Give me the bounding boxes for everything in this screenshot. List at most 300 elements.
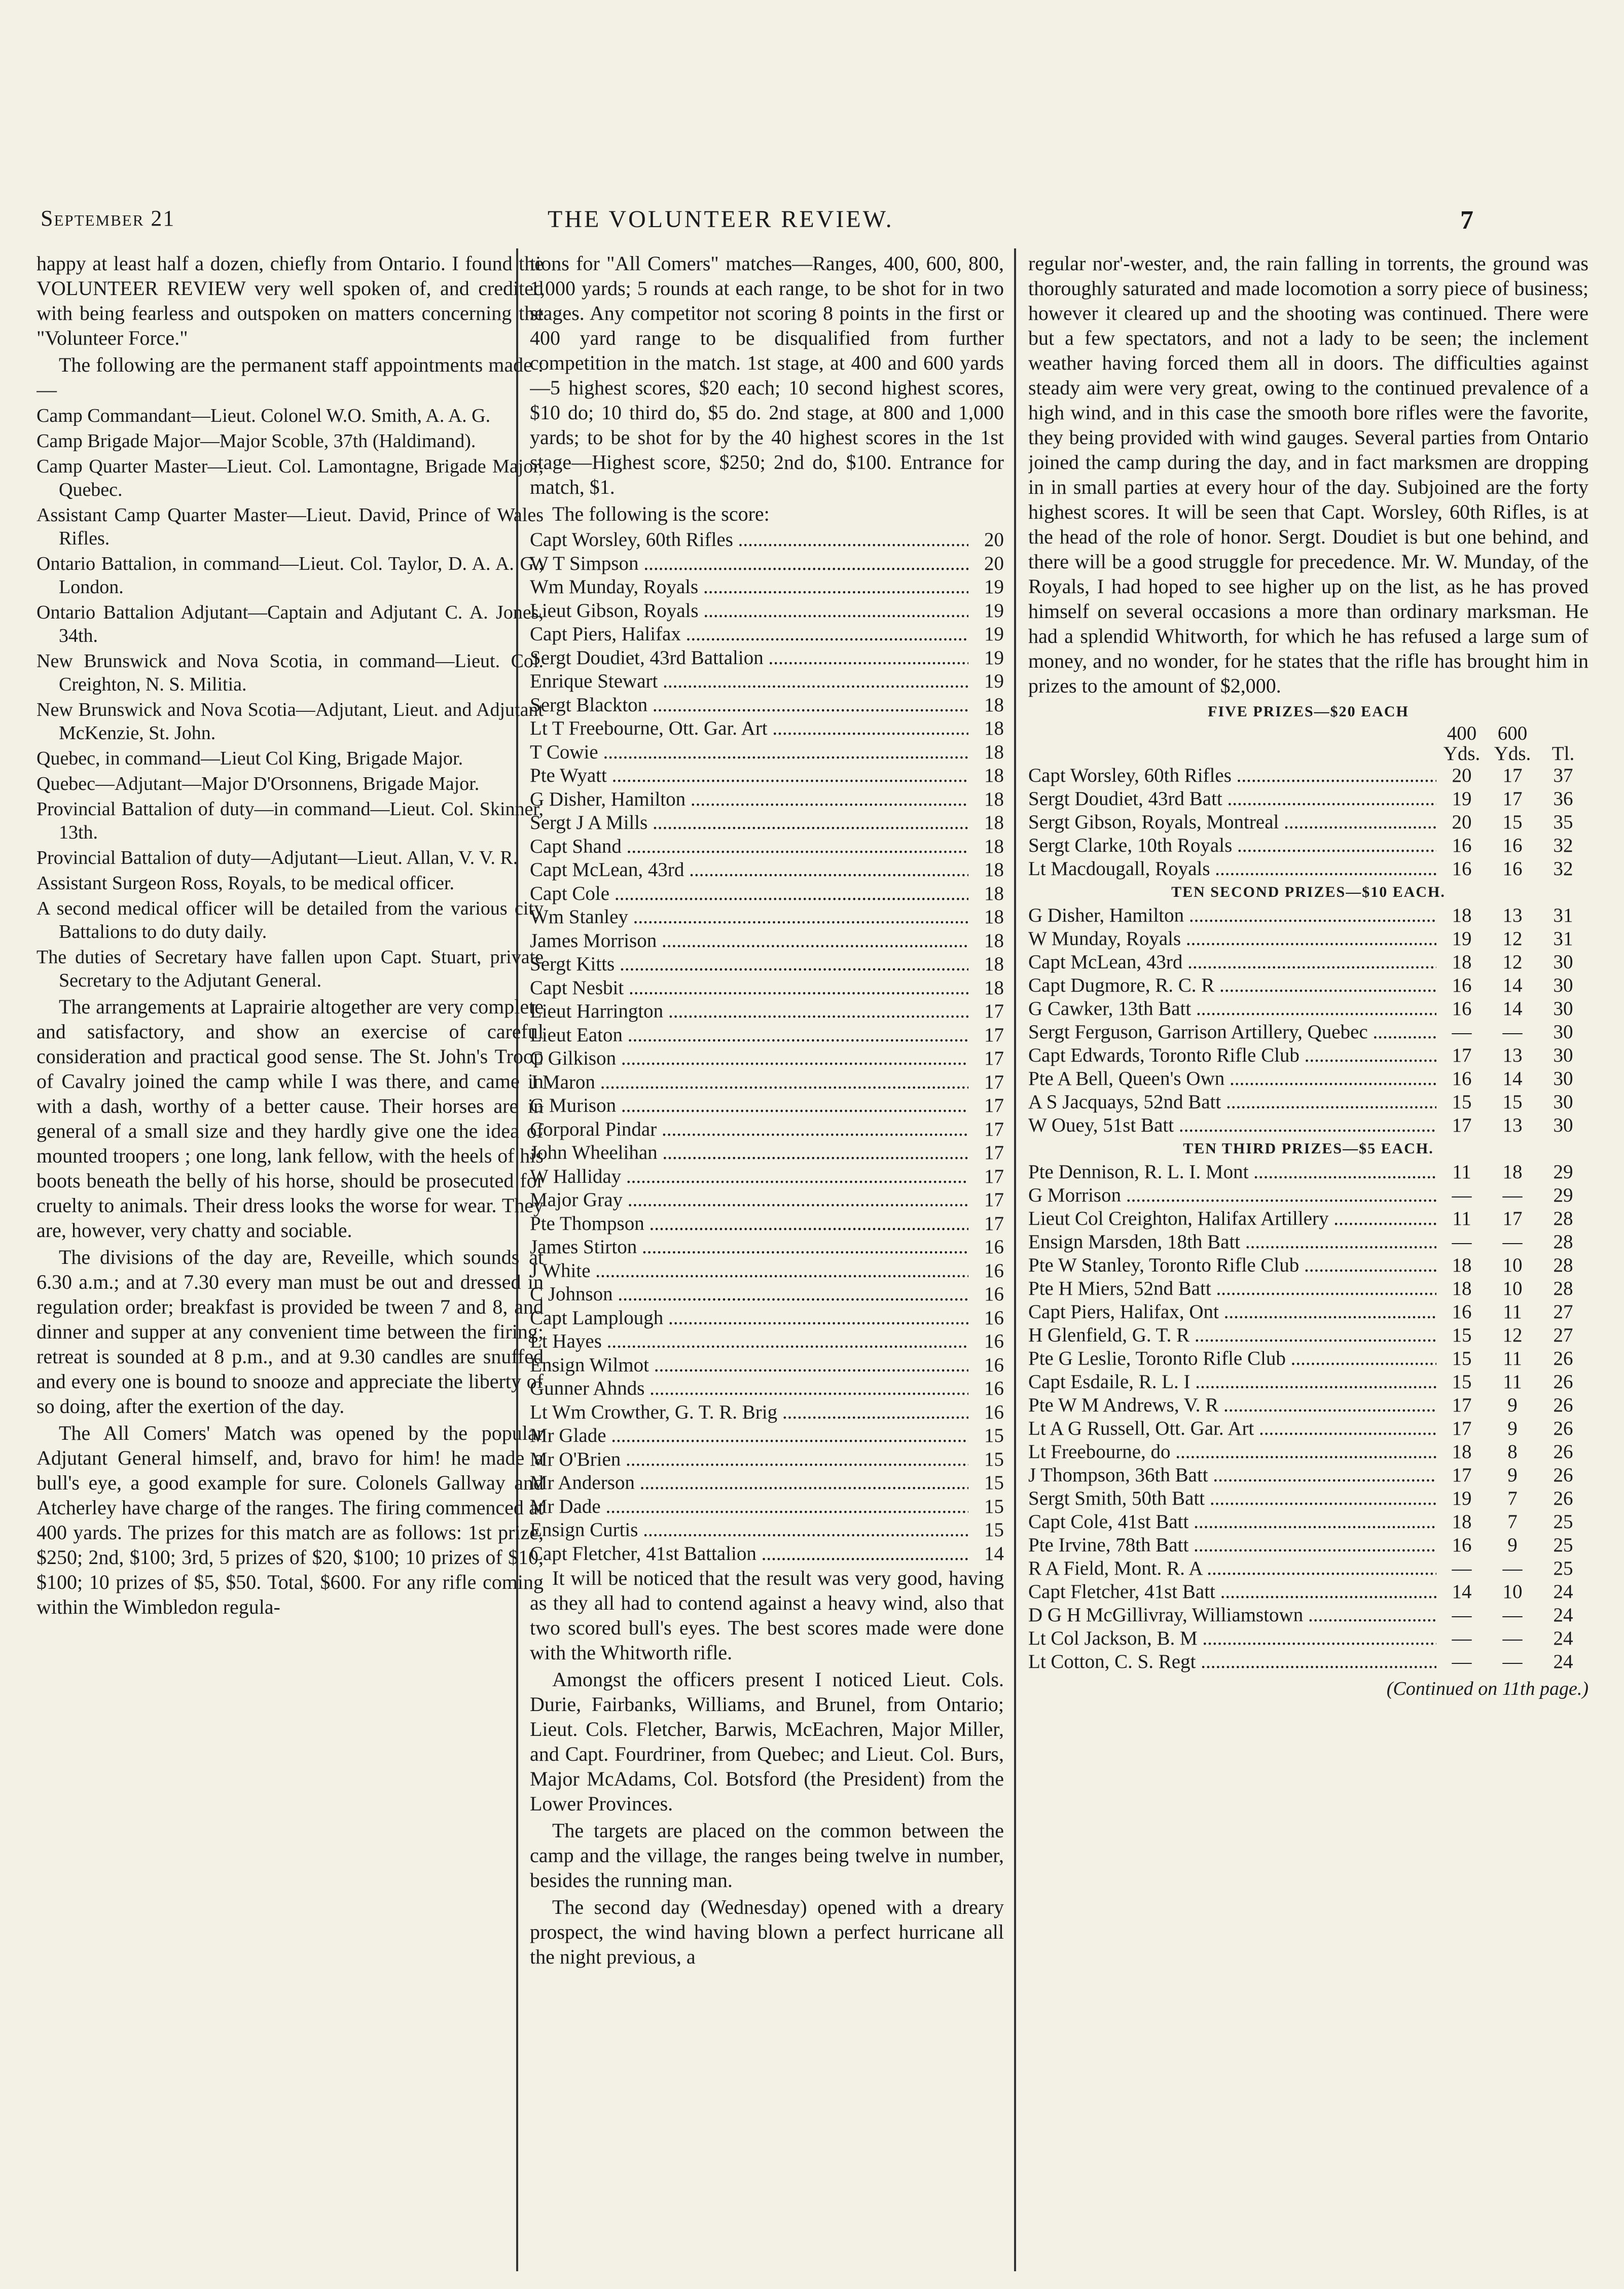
score-total: 26	[1553, 1464, 1573, 1486]
score-600-yds: 14	[1502, 974, 1523, 996]
score-400-yds: 18	[1452, 951, 1472, 973]
prize-row	[1028, 1417, 1589, 1440]
score-total: 31	[1553, 928, 1573, 950]
score-400-yds: 16	[1452, 1068, 1472, 1089]
prize-winner-name: Sergt Gibson, Royals, Montreal .....	[1028, 811, 1436, 834]
score-row	[530, 1424, 1004, 1448]
score-row	[530, 1259, 1004, 1283]
prize-row	[1028, 1464, 1589, 1487]
prize-row	[1028, 1510, 1589, 1534]
score-row	[530, 1047, 1004, 1071]
score-600-yds: 16	[1502, 834, 1523, 856]
score-600-yds: 9	[1507, 1394, 1518, 1416]
prize-winner-name: Pte Dennison, R. L. I. Mont .....	[1028, 1160, 1436, 1184]
competitor-name: Gunner Ahnds .....	[530, 1377, 968, 1401]
score-total: 30	[1553, 1114, 1573, 1136]
col-600-label: 600	[1497, 722, 1528, 744]
score-row	[530, 976, 1004, 1000]
score-total: 26	[1553, 1441, 1573, 1463]
score-total: 28	[1553, 1231, 1573, 1253]
competitor-name: Sergt Blackton .....	[530, 694, 968, 717]
score-600-yds: 16	[1502, 858, 1523, 880]
competitor-name: Sergt Doudiet, 43rd Battalion .....	[530, 646, 968, 670]
score-400-yds: —	[1452, 1557, 1472, 1579]
score-row	[530, 646, 1004, 670]
competitor-name: W T Simpson .....	[530, 552, 968, 576]
prize-row	[1028, 1534, 1589, 1557]
prize-row	[1028, 1627, 1589, 1650]
prize-row	[1028, 1160, 1589, 1184]
competitor-score: 18	[984, 882, 1004, 904]
competitor-name: James Morrison .....	[530, 929, 968, 953]
score-600-yds: 17	[1502, 765, 1523, 786]
competitor-score: 17	[984, 1000, 1004, 1022]
competitor-name: Corporal Pindar .....	[530, 1118, 968, 1142]
score-600-yds: 14	[1502, 1068, 1523, 1089]
prize-row	[1028, 1300, 1589, 1324]
appointment-item: Provincial Battalion of duty—Adjutant—Lieut. Allan, V. V. R.	[37, 847, 518, 868]
prize-winner-name: J Thompson, 36th Batt .....	[1028, 1464, 1436, 1487]
score-total: 28	[1553, 1208, 1573, 1229]
competitor-score: 18	[984, 929, 1004, 952]
appointment-item: Camp Brigade Major—Major Scoble, 37th (Haldimand).	[37, 430, 476, 452]
score-400-yds: 15	[1452, 1091, 1472, 1113]
score-400-yds: 11	[1452, 1208, 1471, 1229]
prize-winner-name: Sergt Ferguson, Garrison Artillery, Quebec .....	[1028, 1021, 1436, 1044]
publication-title: THE VOLUNTEER REVIEW.	[548, 206, 894, 233]
prize-winner-name: G Cawker, 13th Batt .....	[1028, 997, 1436, 1021]
competitor-name: Capt Lamplough .....	[530, 1306, 968, 1330]
appointment-item: Ontario Battalion Adjutant—Captain and Adjutant C. A. Jones, 34th.	[37, 602, 544, 646]
prize-row	[1028, 764, 1589, 787]
score-600-yds: 10	[1502, 1581, 1523, 1603]
score-600-yds: 17	[1502, 1208, 1523, 1229]
competitor-score: 18	[984, 812, 1004, 833]
score-400-yds: 20	[1452, 765, 1472, 786]
score-total: 24	[1553, 1627, 1573, 1649]
competitor-score: 18	[984, 717, 1004, 739]
competitor-name: Major Gray .....	[530, 1188, 968, 1212]
prize-row	[1028, 1487, 1589, 1510]
score-row	[530, 1236, 1004, 1259]
score-400-yds: —	[1452, 1651, 1472, 1673]
prize-row	[1028, 1091, 1589, 1114]
competitor-name: Ensign Curtis .....	[530, 1518, 968, 1542]
score-400-yds: 18	[1452, 1278, 1472, 1299]
score-600-yds: —	[1502, 1651, 1523, 1673]
score-400-yds: 16	[1452, 998, 1472, 1020]
prize-winner-name: Lt Freebourne, do .....	[1028, 1440, 1436, 1464]
competitor-name: Pte Thompson .....	[530, 1212, 968, 1236]
score-row	[530, 1000, 1004, 1024]
ten-third-prizes-table	[1028, 1160, 1589, 1674]
competitor-score: 17	[984, 1047, 1004, 1069]
score-600-yds: 11	[1503, 1348, 1522, 1369]
competitor-name: Lt T Freebourne, Ott. Gar. Art .....	[530, 717, 968, 741]
page-number: 7	[1460, 206, 1473, 235]
score-400-yds: 16	[1452, 834, 1472, 856]
col-yds-label: Yds.	[1494, 743, 1531, 765]
competitor-name: John Wheelihan .....	[530, 1141, 968, 1165]
page-date: September 21	[41, 206, 175, 231]
prize-winner-name: Capt Dugmore, R. C. R .....	[1028, 974, 1436, 997]
score-400-yds: —	[1452, 1604, 1472, 1626]
score-400-yds: 17	[1452, 1394, 1472, 1416]
score-row	[530, 929, 1004, 953]
competitor-name: Lt Hayes .....	[530, 1330, 968, 1354]
paragraph: The arrangements at Laprairie altogether are very complete and satisfactory, and show an exercise of careful consideration and practical good sense. The St. John's Troop of Cavalry joined the camp while I was there, and came in with a dash, worthy of a better cause. Their horses are in general of a small size and they hardly give one the idea of mounted troopers ; one long, lank fellow, with the heels of his boots beneath the belly of his horse, should be prosecuted for cruelty to animals. Their dress looks the worse for wear. They are, however, very chatty and sociable.	[37, 995, 544, 1242]
score-400-yds: 17	[1452, 1418, 1472, 1439]
score-row	[530, 1283, 1004, 1306]
competitor-name: Lieut Harrington .....	[530, 1000, 968, 1024]
competitor-score: 17	[984, 1095, 1004, 1116]
score-600-yds: 15	[1502, 811, 1523, 833]
prize-winner-name: Capt Fletcher, 41st Batt .....	[1028, 1580, 1436, 1604]
score-row	[530, 764, 1004, 788]
competitor-score: 16	[984, 1283, 1004, 1305]
prize-row	[1028, 1254, 1589, 1277]
prize-row	[1028, 1207, 1589, 1230]
competitor-name: Mr O'Brien .....	[530, 1448, 968, 1472]
score-600-yds: 9	[1507, 1418, 1518, 1439]
score-row	[530, 1165, 1004, 1189]
score-400-yds: 18	[1452, 1511, 1472, 1533]
prize-winner-name: Capt Worsley, 60th Rifles .....	[1028, 764, 1436, 787]
score-600-yds: 10	[1502, 1254, 1523, 1276]
competitor-score: 16	[984, 1354, 1004, 1376]
competitor-score: 17	[984, 1189, 1004, 1211]
competitor-name: Wm Munday, Royals .....	[530, 575, 968, 599]
competitor-score: 16	[984, 1259, 1004, 1282]
competitor-score: 18	[984, 694, 1004, 716]
prize-winner-name: Pte A Bell, Queen's Own .....	[1028, 1067, 1436, 1091]
score-row	[530, 1401, 1004, 1425]
score-600-yds: —	[1502, 1184, 1523, 1206]
competitor-score: 18	[984, 741, 1004, 763]
competitor-name: C Johnson .....	[530, 1283, 968, 1306]
score-total: 36	[1553, 788, 1573, 810]
ten-second-prizes-heading: TEN SECOND PRIZES—$10 EACH.	[1171, 884, 1446, 900]
appointment-item: Provincial Battalion of duty—in command—Lieut. Col. Skinner, 13th.	[37, 798, 544, 843]
score-total: 30	[1553, 1068, 1573, 1089]
competitor-name: Enrique Stewart .....	[530, 670, 968, 694]
score-400-yds: 16	[1452, 1534, 1472, 1556]
prize-row	[1028, 1044, 1589, 1067]
five-prizes-heading: FIVE PRIZES—$20 EACH	[1208, 703, 1409, 720]
score-row	[530, 1071, 1004, 1095]
score-row	[530, 717, 1004, 741]
score-400-yds: 14	[1452, 1581, 1472, 1603]
prize-row	[1028, 811, 1589, 834]
score-400-yds: 20	[1452, 811, 1472, 833]
competitor-name: James Stirton .....	[530, 1236, 968, 1259]
score-400-yds: 17	[1452, 1464, 1472, 1486]
score-600-yds: 18	[1502, 1161, 1523, 1183]
prize-row	[1028, 904, 1589, 927]
prize-winner-name: W Munday, Royals .....	[1028, 927, 1436, 951]
competitor-name: Mr Anderson .....	[530, 1471, 968, 1495]
appointment-item: Quebec, in command—Lieut Col King, Brigade Major.	[37, 748, 463, 769]
score-400-yds: 15	[1452, 1324, 1472, 1346]
prize-row	[1028, 974, 1589, 997]
competitor-name: Capt Worsley, 60th Rifles .....	[530, 528, 968, 552]
score-row	[530, 599, 1004, 623]
score-total: 30	[1553, 951, 1573, 973]
score-600-yds: 9	[1507, 1534, 1518, 1556]
prize-row	[1028, 1114, 1589, 1137]
score-row	[530, 1448, 1004, 1472]
appointment-item: Camp Quarter Master—Lieut. Col. Lamontagne, Brigade Major, Quebec.	[37, 456, 544, 500]
prize-row	[1028, 1067, 1589, 1091]
prize-row	[1028, 857, 1589, 881]
score-400-yds: 19	[1452, 928, 1472, 950]
prize-winner-name: Lt Col Jackson, B. M .....	[1028, 1627, 1436, 1650]
score-row	[530, 1094, 1004, 1118]
prize-winner-name: G Disher, Hamilton .....	[1028, 904, 1436, 927]
competitor-name: C Gilkison .....	[530, 1047, 968, 1071]
score-total: 30	[1553, 1091, 1573, 1113]
appointment-item: Assistant Surgeon Ross, Royals, to be medical officer.	[37, 873, 454, 894]
competitor-name: J Maron .....	[530, 1071, 968, 1095]
competitor-score: 20	[984, 552, 1004, 574]
competitor-name: Ensign Wilmot .....	[530, 1354, 968, 1377]
prize-winner-name: Lt Macdougall, Royals .....	[1028, 857, 1436, 881]
score-400-yds: —	[1452, 1231, 1472, 1253]
competitor-score: 17	[984, 1118, 1004, 1140]
score-row	[530, 1354, 1004, 1377]
score-600-yds: —	[1502, 1604, 1523, 1626]
competitor-name: W Halliday .....	[530, 1165, 968, 1189]
score-total: 25	[1553, 1511, 1573, 1533]
score-total: 31	[1553, 904, 1573, 926]
competitor-name: Capt Nesbit .....	[530, 976, 968, 1000]
competitor-name: Mr Dade .....	[530, 1495, 968, 1519]
score-row	[530, 1141, 1004, 1165]
competitor-name: Pte Wyatt .....	[530, 764, 968, 788]
prize-winner-name: Ensign Marsden, 18th Batt .....	[1028, 1230, 1436, 1254]
competitor-name: G Disher, Hamilton .....	[530, 788, 968, 812]
score-row	[530, 953, 1004, 976]
score-600-yds: 13	[1502, 1114, 1523, 1136]
score-row	[530, 1542, 1004, 1566]
competitor-name: Capt Shand .....	[530, 835, 968, 859]
score-400-yds: —	[1452, 1184, 1472, 1206]
prize-row	[1028, 787, 1589, 811]
competitor-name: Wm Stanley .....	[530, 905, 968, 929]
prize-winner-name: Lieut Col Creighton, Halifax Artillery .....	[1028, 1207, 1436, 1230]
competitor-name: Capt McLean, 43rd .....	[530, 858, 968, 882]
score-400-yds: 18	[1452, 1441, 1472, 1463]
appointment-item: A second medical officer will be detailed from the various city Battalions to do duty daily.	[37, 898, 544, 942]
score-row	[530, 1471, 1004, 1495]
score-600-yds: 13	[1502, 1044, 1523, 1066]
prize-winner-name: W Ouey, 51st Batt .....	[1028, 1114, 1436, 1137]
continued-note: (Continued on 11th page.)	[1386, 1678, 1589, 1699]
score-total: 27	[1553, 1324, 1573, 1346]
score-600-yds: —	[1502, 1627, 1523, 1649]
prize-row	[1028, 1650, 1589, 1674]
score-400-yds: —	[1452, 1627, 1472, 1649]
score-400-yds: 15	[1452, 1348, 1472, 1369]
score-400-yds: 18	[1452, 1254, 1472, 1276]
score-row	[530, 623, 1004, 646]
score-600-yds: 7	[1507, 1487, 1518, 1509]
score-total: 26	[1553, 1371, 1573, 1393]
yards-header-row-2	[1028, 744, 1589, 764]
prize-winner-name: Pte W M Andrews, V. R .....	[1028, 1394, 1436, 1417]
prize-winner-name: Lt A G Russell, Ott. Gar. Art .....	[1028, 1417, 1436, 1440]
score-total: 28	[1553, 1254, 1573, 1276]
prize-row	[1028, 1230, 1589, 1254]
prize-row	[1028, 1277, 1589, 1300]
appointment-item: The duties of Secretary have fallen upon Capt. Stuart, private Secretary to the Adjutant General.	[37, 947, 544, 991]
score-row	[530, 1306, 1004, 1330]
score-600-yds: 8	[1507, 1441, 1518, 1463]
appointment-item: Camp Commandant—Lieut. Colonel W.O. Smith, A. A. G.	[37, 405, 491, 426]
competitor-score: 19	[984, 670, 1004, 692]
competitor-score: 18	[984, 859, 1004, 881]
score-600-yds: 9	[1507, 1464, 1518, 1486]
prize-row	[1028, 1394, 1589, 1417]
score-row	[530, 905, 1004, 929]
col-yds-label: Yds.	[1443, 743, 1481, 765]
score-total: 30	[1553, 974, 1573, 996]
prize-winner-name: Pte W Stanley, Toronto Rifle Club .....	[1028, 1254, 1436, 1277]
competitor-name: J White .....	[530, 1259, 968, 1283]
score-400-yds: —	[1452, 1021, 1472, 1043]
column-divider	[1014, 248, 1016, 2271]
score-row	[530, 694, 1004, 717]
competitor-name: Mr Glade .....	[530, 1424, 968, 1448]
score-total: 37	[1553, 765, 1573, 786]
score-600-yds: 15	[1502, 1091, 1523, 1113]
competitor-score: 17	[984, 1212, 1004, 1234]
score-400-yds: 17	[1452, 1114, 1472, 1136]
score-600-yds: 12	[1502, 928, 1523, 950]
competitor-name: T Cowie .....	[530, 741, 968, 765]
competitor-score: 16	[984, 1401, 1004, 1423]
page-header	[41, 195, 1473, 241]
competitor-score: 15	[984, 1472, 1004, 1494]
score-total: 28	[1553, 1278, 1573, 1299]
score-600-yds: 11	[1503, 1301, 1522, 1323]
competitor-name: G Murison .....	[530, 1094, 968, 1118]
competitor-score: 19	[984, 576, 1004, 598]
paragraph: regular nor'-wester, and, the rain falling in torrents, the ground was thoroughly saturated and made locomotion a sorry piece of business; however it cleared up and the shooting was continued. There were but a few spectators, and not a lady to be seen; the inclement weather having forced them all in doors. The difficulties against steady aim were very great, owing to the continued prevalence of a high wind, and in this case the smooth bore rifles were the favorite, they being provided with wind gauges. Several parties from Ontario joined the camp during the day, and in fact marksmen are dropping in in small parties at every hour of the day. Subjoined are the forty highest scores. It will be seen that Capt. Worsley, 60th Rifles, is at the head of the role of honor. Sergt. Doudiet is but one behind, and there will be a good struggle for precedence. Mr. W. Munday, of the Royals, I had hoped to see higher up on the list, as he has proved himself on several occasions a more than ordinary marksman. He had a splendid Whitworth, for which he has refused a large sum of money, and no wonder, for he states that the rifle has brought him in prizes to the amount of $2,000.	[1028, 252, 1589, 697]
prize-row	[1028, 1604, 1589, 1627]
prize-winner-name: Pte Irvine, 78th Batt .....	[1028, 1534, 1436, 1557]
competitor-score: 15	[984, 1425, 1004, 1446]
score-row	[530, 811, 1004, 835]
paragraph: The divisions of the day are, Reveille, which sounds at 6.30 a.m.; and at 7.30 every man must be out and dressed in regulation order; breakfast is provided be tween 7 and 8, and dinner and supper at any convenient time between the firing; retreat is sounded at 8 p.m., and at 9.30 candles are snuffed and every one is bound to snooze and appreciate the liberty of so doing, after the exertion of the day.	[37, 1246, 544, 1418]
competitor-name: Capt Cole .....	[530, 882, 968, 906]
score-400-yds: 16	[1452, 974, 1472, 996]
prize-winner-name: D G H McGillivray, Williamstown .....	[1028, 1604, 1436, 1627]
prize-row	[1028, 1440, 1589, 1464]
score-600-yds: —	[1502, 1021, 1523, 1043]
appointment-item: Assistant Camp Quarter Master—Lieut. David, Prince of Wales Rifles.	[37, 504, 544, 549]
score-row	[530, 788, 1004, 812]
appointment-item: Ontario Battalion, in command—Lieut. Col. Taylor, D. A. A. G., London.	[37, 553, 544, 598]
score-600-yds: —	[1502, 1231, 1523, 1253]
prize-row	[1028, 1347, 1589, 1370]
score-600-yds: 7	[1507, 1511, 1518, 1533]
paragraph: Amongst the officers present I noticed Lieut. Cols. Durie, Fairbanks, Williams, and Brunel, from Ontario; Lieut. Cols. Fletcher, Barwis, McEachren, Major Miller, and Capt. Fourdriner, from Quebec; and Lieut. Col. Burs, Major McAdams, Col. Botsford (the President) from the Lower Provinces.	[530, 1668, 1004, 1815]
competitor-score: 15	[984, 1495, 1004, 1517]
prize-winner-name: Lt Cotton, C. S. Regt .....	[1028, 1650, 1436, 1674]
competitor-score: 17	[984, 1071, 1004, 1093]
prize-winner-name: H Glenfield, G. T. R .....	[1028, 1324, 1436, 1347]
column-3	[1028, 251, 1589, 2274]
score-total: 25	[1553, 1534, 1573, 1556]
score-row	[530, 858, 1004, 882]
prize-winner-name: Pte H Miers, 52nd Batt .....	[1028, 1277, 1436, 1300]
paragraph: The targets are placed on the common between the camp and the village, the ranges being twelve in number, besides the running man.	[530, 1819, 1004, 1892]
competitor-score: 16	[984, 1236, 1004, 1258]
score-row	[530, 670, 1004, 694]
score-row	[530, 1188, 1004, 1212]
score-600-yds: 17	[1502, 788, 1523, 810]
paragraph: tions for "All Comers" matches—Ranges, 400, 600, 800, 1,000 yards; 5 rounds at each range, to be shot for in two stages. Any competitor not scoring 8 points in the first or 400 yard range to be disqualified from further competition in the match. 1st stage, at 400 and 600 yards—5 highest scores, $20 each; 10 second highest scores, $10 do; 10 third do, $5 do. 2nd stage, at 800 and 1,000 yards; to be shot for by the 40 highest scores in the 1st stage—Highest score, $250; 2nd do, $100. Entrance for match, $1.	[530, 252, 1004, 498]
score-600-yds: 12	[1502, 951, 1523, 973]
prize-winner-name: G Morrison .....	[1028, 1184, 1436, 1207]
score-total: 29	[1553, 1161, 1573, 1183]
column-1	[37, 251, 544, 2274]
column-2	[530, 251, 1004, 2274]
yards-header-row-1	[1028, 723, 1589, 744]
score-row	[530, 1212, 1004, 1236]
score-total: 27	[1553, 1301, 1573, 1323]
competitor-score: 15	[984, 1519, 1004, 1541]
ten-second-prizes-table	[1028, 904, 1589, 1137]
competitor-name: Lt Wm Crowther, G. T. R. Brig .....	[530, 1401, 968, 1425]
competitor-score: 19	[984, 646, 1004, 669]
score-400-yds: 18	[1452, 904, 1472, 926]
score-row	[530, 882, 1004, 906]
prize-row	[1028, 997, 1589, 1021]
score-400-yds: 15	[1452, 1371, 1472, 1393]
score-600-yds: 13	[1502, 904, 1523, 926]
prize-row	[1028, 1324, 1589, 1347]
competitor-score: 19	[984, 623, 1004, 645]
score-total: 35	[1553, 811, 1573, 833]
prize-winner-name: Capt Edwards, Toronto Rifle Club .....	[1028, 1044, 1436, 1067]
score-total: 26	[1553, 1394, 1573, 1416]
paragraph: The following are the permanent staff appointments made :—	[37, 353, 544, 401]
competitor-score: 20	[984, 529, 1004, 551]
prize-row	[1028, 927, 1589, 951]
prize-row	[1028, 1021, 1589, 1044]
competitor-score: 18	[984, 953, 1004, 975]
score-600-yds: 14	[1502, 998, 1523, 1020]
score-table	[530, 528, 1004, 1566]
ten-third-prizes-heading: TEN THIRD PRIZES—$5 EACH.	[1183, 1140, 1434, 1157]
prize-winner-name: Sergt Doudiet, 43rd Batt .....	[1028, 787, 1436, 811]
competitor-score: 18	[984, 906, 1004, 928]
five-prizes-table	[1028, 764, 1589, 881]
prize-winner-name: Capt Cole, 41st Batt .....	[1028, 1510, 1436, 1534]
paragraph: It will be noticed that the result was very good, having as they all had to contend against a heavy wind, also that two scored bull's eyes. The best scores made were done with the Whitworth rifle.	[530, 1567, 1004, 1664]
score-row	[530, 1377, 1004, 1401]
score-400-yds: 19	[1452, 788, 1472, 810]
competitor-score: 17	[984, 1165, 1004, 1187]
score-total: 29	[1553, 1184, 1573, 1206]
score-600-yds: 10	[1502, 1278, 1523, 1299]
prize-winner-name: Capt Piers, Halifax, Ont .....	[1028, 1300, 1436, 1324]
score-total: 30	[1553, 1021, 1573, 1043]
score-row	[530, 1518, 1004, 1542]
competitor-score: 18	[984, 976, 1004, 999]
